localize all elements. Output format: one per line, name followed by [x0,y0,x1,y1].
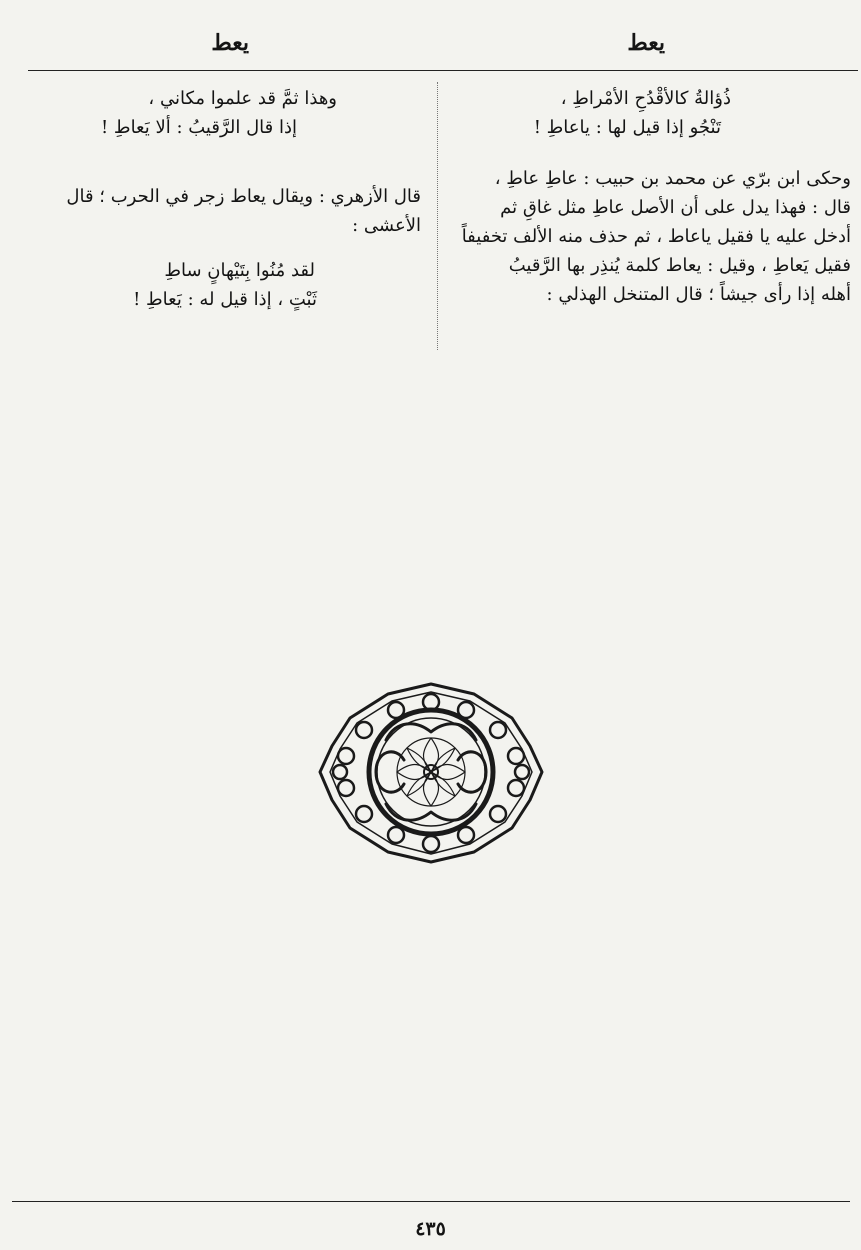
verse-line: تَنْجُو إذا قيل لها : ياعاطِ ! [533,117,721,138]
header-rule [28,70,858,71]
prose-line: فقيل يَعاطِ ، وقيل : يعاط كلمة يُنذِر بها الرَّقيبُ [508,255,851,276]
footer-rule [12,1201,850,1202]
right-column [447,84,851,309]
header-keyword-left: يعط [211,30,249,56]
verse-line: وهذا ثمَّ قد علموا مكاني ، [148,88,337,109]
prose-line: الأعشى : [352,215,421,236]
prose-line: أهله إذا رأى جيشاً ؛ قال المتنخل الهذلي : [546,284,851,305]
prose-line: قال الأزهري : ويقال يعاط زجر في الحرب ؛ قال [66,186,421,207]
column-divider [437,82,438,350]
prose-line: وحكى ابن برّي عن محمد بن حبيب : عاطِ عاطِ ، [494,168,851,189]
arabesque-ornament-icon [316,680,546,865]
verse-line: لقد مُنُوا بِتَيْهانٍ ساطِ [164,260,315,281]
left-column [27,84,421,314]
prose-line: أدخل عليه يا فقيل ياعاط ، ثم حذف منه الألف تخفيفاً [461,226,851,247]
verse-line: ثَبْتٍ ، إذا قيل له : يَعاطِ ! [133,289,317,310]
verse-line: إذا قال الرَّقيبُ : ألا يَعاطِ ! [100,117,297,138]
header-keyword-right: يعط [627,30,665,56]
page-number: ٤٣٥ [415,1218,446,1240]
verse-line: ذُؤالةُ كالأقْدُحِ الأمْراطِ ، [560,88,731,109]
prose-line: قال : فهذا يدل على أن الأصل عاطِ مثل غاقِ ثم [500,197,851,218]
